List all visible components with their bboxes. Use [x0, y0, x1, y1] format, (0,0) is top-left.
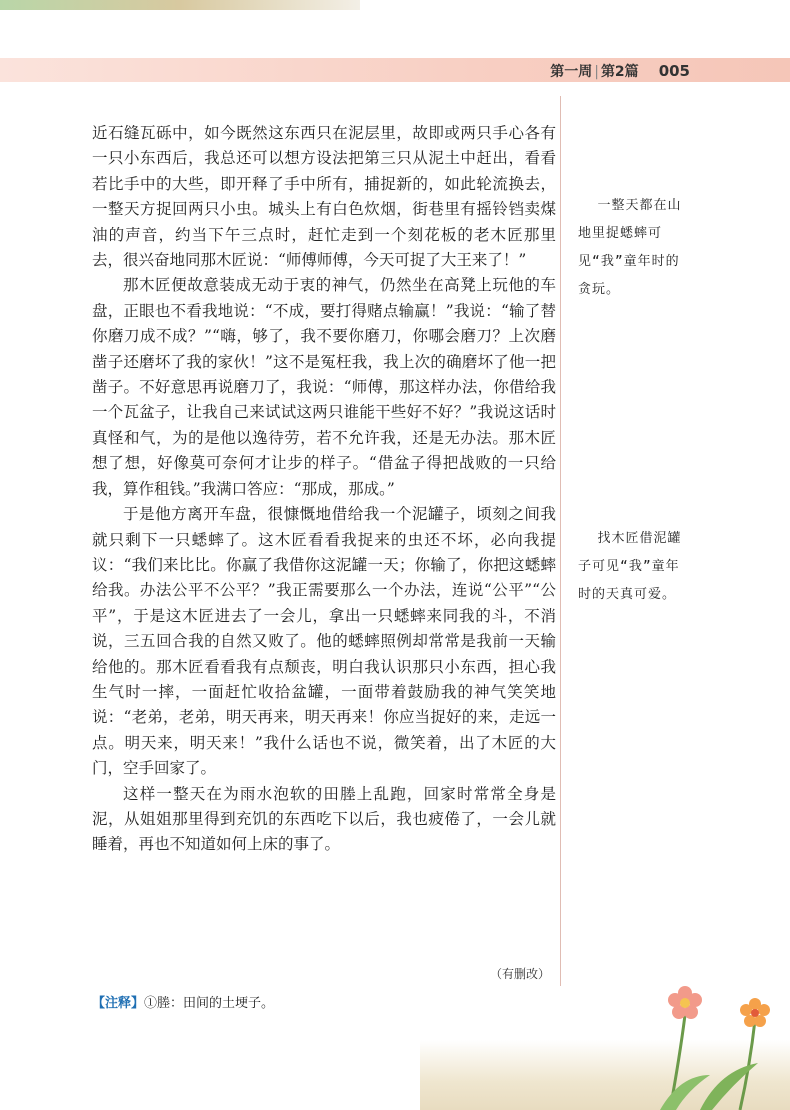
page-number: 005 — [658, 62, 690, 80]
article-body — [92, 121, 556, 858]
side-note: 一整天都在山地里捉蟋蟀可见“我”童年时的贪玩。 — [578, 198, 682, 297]
side-note: 找木匠借泥罐子可见“我”童年时的天真可爱。 — [578, 531, 682, 602]
column-divider — [560, 96, 561, 986]
header-separator: | — [594, 64, 599, 80]
paragraph: 那木匠便故意装成无动于衷的神气，仍然坐在高凳上玩他的车盘，正眼也不看我地说：“不成，要打得赌点输赢！”我说：“输了替你磨刀成不成？”“嗨，够了，我不要你磨刀，你哪会磨刀？上次磨凿子还磨坏了我的家伙！”这不是冤枉我，我上次的确磨坏了他一把凿子。不好意思再说磨刀了，我说：“师傅，那这样办法，你借给我一个瓦盆子，让我自己来试试这两只谁能干些好不好？”我说这话时真怪和气，为的是他以逸待劳，若不允许我，还是无办法。那木匠想了想，好像莫可奈何才让步的样子。“借盆子得把战败的一只给我，算作租钱。”我满口答应：“那成，那成。” — [92, 276, 556, 498]
paragraph: 近石缝瓦砾中，如今既然这东西只在泥层里，故即或两只手心各有一只小东西后，我总还可以想方设法把第三只从泥土中赶出，看看若比手中的大些，即开释了手中所有，捕捉新的，如此轮流换去，一整天方捉回两只小虫。城头上有白色炊烟，街巷里有摇铃铛卖煤油的声音，约当下午三点时，赶忙走到一个刻花板的老木匠那里去，很兴奋地同那木匠说：“师傅师傅，今天可捉了大王来了！” — [92, 124, 556, 270]
annotation-label: 【注释】 — [92, 996, 145, 1011]
paragraph: 于是他方离开车盘，很慷慨地借给我一个泥罐子，顷刻之间我就只剩下一只蟋蟀了。这木匠看看我捉来的虫还不坏，必向我提议：“我们来比比。你赢了我借你这泥罐一天；你输了，你把这蟋蟀给我。办法公平不公平？”我正需要那么一个办法，连说“公平”“公平”，于是这木匠进去了一会儿，拿出一只蟋蟀来同我的斗，不消说，三五回合我的自然又败了。他的蟋蟀照例却常常是我前一天输给他的。那木匠看看我有点颓丧，明白我认识那只小东西，担心我生气时一摔，一面赶忙收拾盆罐，一面带着鼓励我的神气笑笑地说：“老弟，老弟，明天再来，明天再来！你应当捉好的来，走远一点。明天来，明天来！”我什么话也不说，微笑着，出了木匠的大门，空手回家了。 — [92, 505, 556, 778]
annotation — [92, 992, 274, 1011]
paragraph: 这样一整天在为雨水泡软的田塍上乱跑，回家时常常全身是泥，从姐姐那里得到充饥的东西吃下以后，我也疲倦了，一会儿就睡着，再也不知道如何上床的事了。 — [92, 784, 556, 854]
running-header — [550, 61, 690, 81]
top-decoration — [0, 0, 360, 10]
annotation-text: ①塍：田间的土埂子。 — [144, 996, 275, 1011]
flower-illustration — [640, 975, 780, 1110]
article-label: 第2篇 — [600, 64, 639, 80]
source-note: （有删改） — [490, 967, 551, 981]
week-label: 第一周 — [550, 64, 593, 80]
